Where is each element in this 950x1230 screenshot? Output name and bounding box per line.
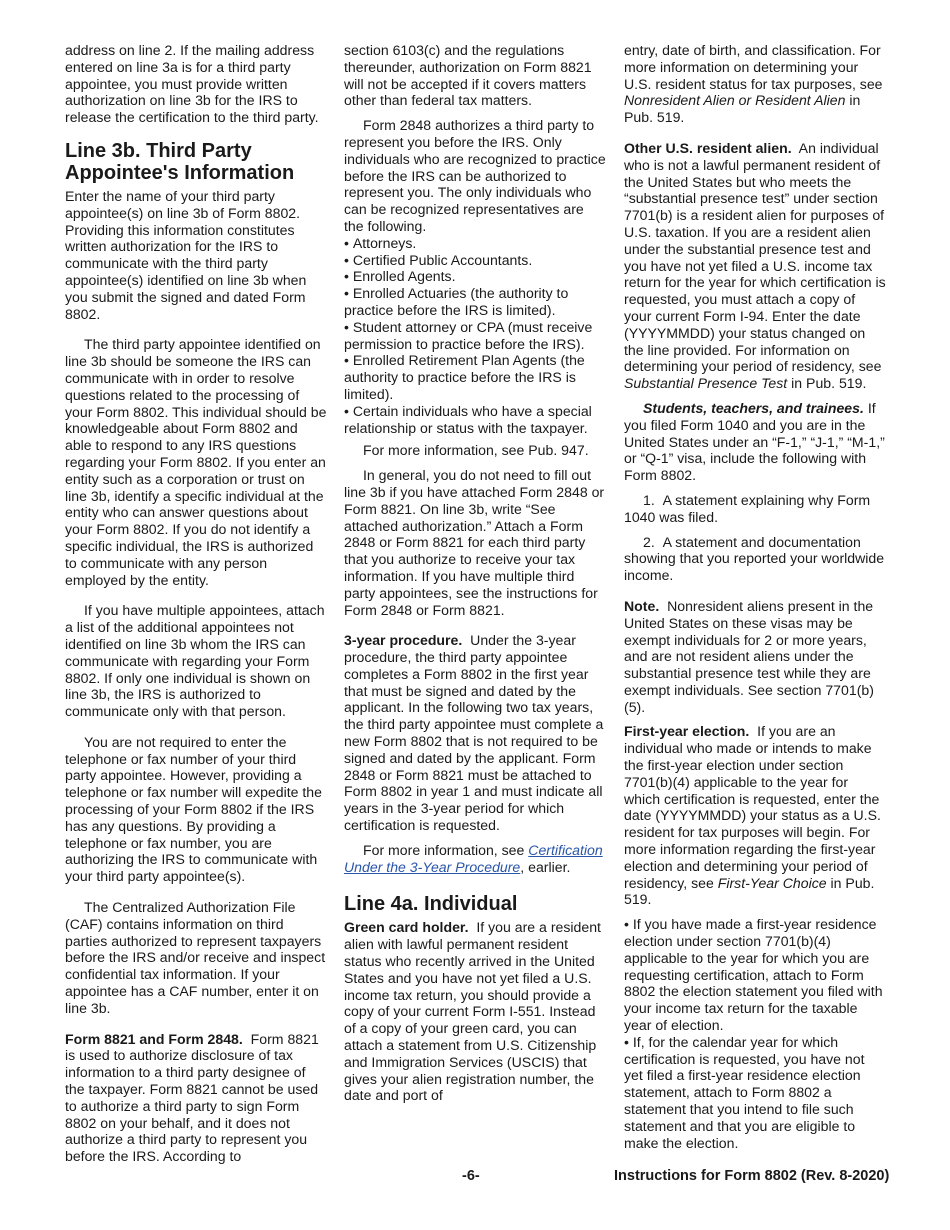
- column-left: [65, 42, 327, 1173]
- paragraph-text: in Pub. 519.: [624, 92, 861, 126]
- paragraph: If you have multiple appointees, attach a list of the additional appointees not identified on line 3b whom the IRS can communicate with regarding your Form 8802. If only one individual is shown on line 3b, the IRS is authorized to communicate only with that person.: [65, 602, 325, 720]
- paragraph: address on line 2. If the mailing address entered on line 3a is for a third party appointee, you must provide written authorization on line 3b for the IRS to release the certification to the third party.: [65, 42, 319, 126]
- run-in-heading-3-year: 3-year procedure.: [344, 632, 463, 649]
- run-in-heading-green-card: Green card holder.: [344, 919, 469, 936]
- paragraph: Form 2848 authorizes a third party to represent you before the IRS. Only individuals who are recognized to practice before the IRS can be authorized to represent you. The only individuals who can be recognized representatives are the following.: [344, 117, 606, 234]
- paragraph-text: entry, date of birth, and classification. For more information on determining your U.S. resident status for tax purposes, see: [624, 42, 883, 92]
- paragraph: [344, 842, 606, 876]
- run-in-heading-students: Students, teachers, and trainees.: [643, 399, 864, 416]
- numbered-item: 2. A statement and documentation showing that you reported your worldwide income.: [624, 533, 885, 584]
- paragraph: Enter the name of your third party appointee(s) on line 3b of Form 8802. Providing this information constitutes written authorization for the IRS to communicate with the third party appointee(s) identified on line 3b when you submit the signed and dated Form 8802.: [65, 187, 307, 322]
- paragraph-text: Under the 3-year procedure, the third party appointee completes a Form 8802 in the first year that must be signed and dated by the applicant. In the following two tax years, the third party appointee must complete a new Form 8802 that is not required to be signed and dated by the applicant. Form 2848 or Form 8821 must be attached to Form 8802 in year 1 and must indicate all years in the 3-year period for which certification is requested.: [344, 632, 604, 834]
- list-item: • Certain individuals who have a special relationship or status with the taxpayer.: [344, 403, 606, 437]
- representatives-list: [344, 235, 606, 437]
- paragraph-text: Form 8821 is used to authorize disclosure of tax information to a third party designee of the taxpayer. Form 8821 cannot be used to authorize a third party to sign Form 8802 on your behalf, and it does not authorize a third party to represent you before the IRS. According to: [65, 1030, 319, 1165]
- list-item: • Certified Public Accountants.: [344, 252, 606, 269]
- paragraph-text: If you are an individual who made or intends to make the first-year election under section 7701(b)(4) applicable to the year for which certification is requested, enter the date (YYYYMMDD) your status as a U.S. resident for tax purposes will begin. For more information regarding the first-year election and determining your period of residency, see: [624, 723, 881, 891]
- paragraph-text: Nonresident aliens present in the United States on these visas may be exempt individuals for 2 or more years, and are not resident aliens under the substantial presence test while they are exempt individuals. See section 7701(b)(5).: [624, 597, 874, 715]
- paragraph: [344, 632, 606, 834]
- paragraph: [624, 723, 886, 908]
- list-item: • Enrolled Retirement Plan Agents (the authority to practice before the IRS is limited).: [344, 352, 606, 402]
- reference-title: First-Year Choice: [717, 874, 827, 891]
- paragraph-text: An individual who is not a lawful permanent resident of the United States but who meets the “substantial presence test” under section 7701(b) is a resident alien for purposes of U.S. taxation. If you are a resident alien under the substantial presence test and you have not yet filed a U.S. income tax return for the year for which certification is requested, you must attach a copy of your current Form I-94. Enter the date (YYYYMMDD) your status changed on the line provided. For information on determining your period of residency, see: [624, 139, 886, 375]
- paragraph: The third party appointee identified on line 3b should be someone the IRS can communicate with in order to resolve questions related to the processing of your Form 8802. This individual should be knowledgeable about Form 8802 and able to respond to any IRS questions regarding your Form 8802. If you enter an entity such as a corporation or trust on line 3b, identify a specific individual at the entity who can answer questions about your Form 8802. If you do not identify a specific individual, the IRS is authorized to communicate with any person employed by the entity.: [65, 336, 327, 588]
- paragraph-text: in Pub. 519.: [624, 874, 875, 908]
- paragraph: section 6103(c) and the regulations thereunder, authorization on Form 8821 will not be accepted if it covers matters other than federal tax matters.: [344, 42, 592, 109]
- document-title-footer: Instructions for Form 8802 (Rev. 8-2020): [614, 1168, 890, 1184]
- paragraph: [65, 1031, 327, 1165]
- reference-title: Substantial Presence Test: [624, 375, 788, 392]
- column-right: [624, 42, 886, 1151]
- list-item: • Student attorney or CPA (must receive permission to practice before the IRS).: [344, 319, 606, 353]
- paragraph-text: If you are a resident alien with lawful permanent resident status who recently arrived in the United States and you have not yet filed a U.S. income tax return, you should provide a copy of your current Form I-551. Instead of a copy of your green card, you can attach a statement from U.S. Citizenship and Immigration Services (USCIS) that gives your alien registration number, the date and port of: [344, 919, 601, 1104]
- section-heading-line-4a: Line 4a. Individual: [344, 893, 518, 916]
- paragraph-text: If you filed Form 1040 and you are in the United States under an “F-1,” “J-1,” “M-1,” or “Q-1” visa, include the following with Form 8802.: [624, 399, 885, 484]
- numbered-item: 1. A statement explaining why Form 1040 was filed.: [624, 491, 871, 525]
- list-item: • Attorneys.: [344, 235, 606, 252]
- list-item: • Enrolled Actuaries (the authority to practice before the IRS is limited).: [344, 285, 606, 319]
- paragraph: [624, 598, 886, 716]
- paragraph-text: , earlier.: [520, 858, 571, 875]
- run-in-heading-form-8821: Form 8821 and Form 2848.: [65, 1030, 243, 1047]
- section-heading-line-3b: Line 3b. Third Party Appointee's Information: [65, 139, 295, 184]
- list-item: • If, for the calendar year for which certification is requested, you have not yet filed a first-year residence election statement, attach to Form 8802 a statement that you intend to file such statement and that you are eligible to make the election.: [624, 1034, 886, 1152]
- paragraph-text: in Pub. 519.: [791, 375, 867, 392]
- paragraph: You are not required to enter the telephone or fax number of your third party appointee. However, providing a telephone or fax number will expedite the processing of your Form 8802 if the IRS has any questions. By providing a telephone or fax number, you are authorizing the IRS to communicate with your third party appointee(s).: [65, 733, 322, 885]
- reference-title: Nonresident Alien or Resident Alien: [624, 92, 846, 109]
- paragraph: [624, 400, 886, 484]
- paragraph-text: For more information, see: [363, 841, 525, 858]
- paragraph: The Centralized Authorization File (CAF) contains information on third parties authorized to represent taxpayers before the IRS and/or receive and inspect confidential tax information. If your appointee has a CAF number, enter it on line 3b.: [65, 899, 326, 1016]
- first-year-election-list: [624, 916, 886, 1151]
- run-in-heading-other-resident: Other U.S. resident alien.: [624, 139, 792, 156]
- paragraph: In general, you do not need to fill out line 3b if you have attached Form 2848 or Form 8821. On line 3b, write “See attached authorization.” Attach a Form 2848 or Form 8821 for each third party that you authorize to receive your tax information. If you have multiple third party appointees, see the instructions for Form 2848 or Form 8821.: [344, 467, 605, 618]
- run-in-heading-first-year: First-year election.: [624, 723, 750, 740]
- paragraph: [624, 42, 886, 126]
- list-item: • Enrolled Agents.: [344, 268, 606, 285]
- paragraph: [344, 919, 606, 1104]
- column-middle: [344, 42, 606, 1112]
- link-3-year-procedure[interactable]: Certification Under the 3-Year Procedure: [344, 841, 603, 875]
- list-item: • If you have made a first-year residence election under section 7701(b)(4) applicable to the year for which you are requesting certification, attach to Form 8802 the election statement you filed with your income tax return for the taxable year of election.: [624, 916, 886, 1034]
- paragraph: [624, 140, 886, 392]
- paragraph: For more information, see Pub. 947.: [363, 442, 589, 459]
- run-in-heading-note: Note.: [624, 597, 660, 614]
- page-number: -6-: [462, 1168, 480, 1184]
